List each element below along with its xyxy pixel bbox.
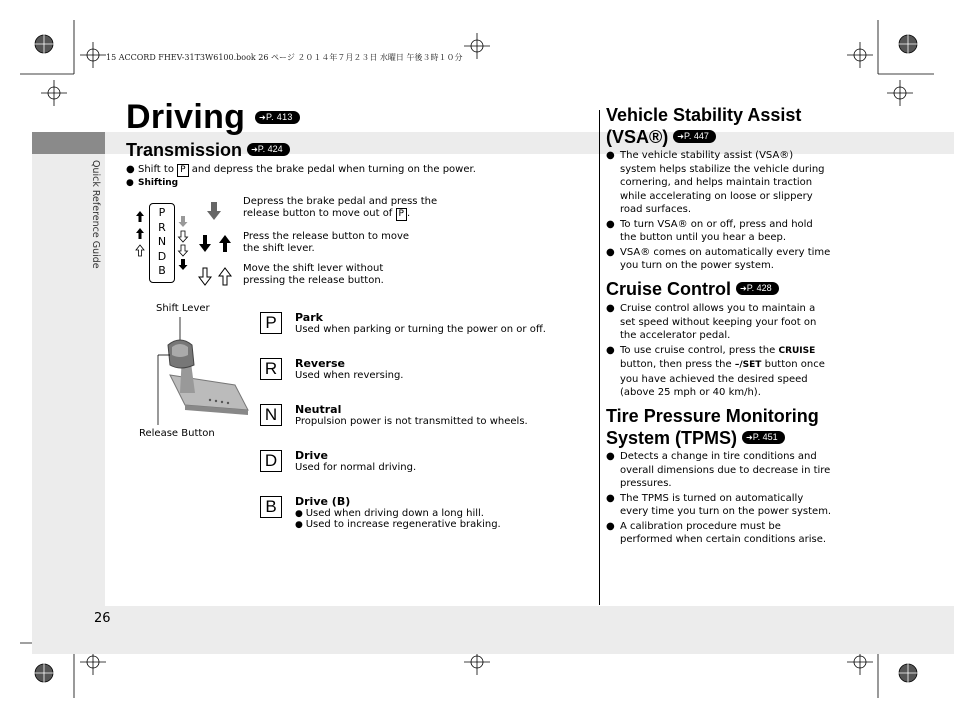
gear-name: Neutral <box>295 403 342 416</box>
gear-item <box>295 357 403 381</box>
instruction-1: Depress the brake pedal and press the release button to move out of P . <box>243 196 438 219</box>
list-item: ● The vehicle stability assist (VSA®) system helps stabilize the vehicle during cornering, and helps maintain traction while accelerating on loose or slippery road surfaces. <box>606 150 825 215</box>
vsa-heading: Vehicle Stability Assist (VSA®) ➜P. 447 <box>606 105 802 147</box>
gear-description: Used when parking or turning the power on or off. <box>295 324 546 335</box>
gear-d-icon: D <box>260 450 282 472</box>
cruise-list <box>606 302 832 400</box>
gate-letter: P <box>158 206 166 219</box>
gear-item <box>295 311 546 335</box>
instruction-2: Press the release button to move the shift lever. <box>243 231 410 254</box>
transmission-heading: Transmission ➜P. 424 <box>126 140 290 161</box>
vsa-ref-link[interactable]: ➜P. 447 <box>673 130 716 143</box>
gear-b-icon: B <box>260 496 282 518</box>
gear-bullet: ● Used to increase regenerative braking. <box>295 519 501 530</box>
list-item: ● A calibration procedure must be performed when certain conditions arise. <box>606 520 827 545</box>
shift-lever-illustration <box>140 315 255 425</box>
print-header: 15 ACCORD FHEV-31T3W6100.book 26 ページ ２０１４年７月２３日 水曜日 午後３時１０分 <box>106 53 463 62</box>
gear-name: Park <box>295 311 323 324</box>
arrow-icon: ➜ <box>677 131 684 141</box>
transmission-bullet-2: ● Shifting <box>126 178 179 188</box>
sidebar-tab <box>32 132 105 154</box>
gear-name: Drive <box>295 449 328 462</box>
gear-r-icon: R <box>260 358 282 380</box>
gear-p-icon: P <box>260 312 282 334</box>
gate-letter: D <box>157 249 167 263</box>
gate-arrows <box>132 210 202 280</box>
gear-n-icon: N <box>260 404 282 426</box>
vsa-list <box>606 149 832 273</box>
gear-description: Propulsion power is not transmitted to wheels. <box>295 416 528 427</box>
list-item: ● To turn VSA® on or off, press and hold the button until you hear a beep. <box>606 218 813 243</box>
gate-letter: N <box>157 235 167 248</box>
gear-description: Used for normal driving. <box>295 462 417 473</box>
shift-lever-label: Shift Lever <box>156 303 210 314</box>
sidebar-label: Quick Reference Guide <box>90 160 101 269</box>
arrow-icon: ➜ <box>258 112 266 122</box>
cruise-ref-link[interactable]: ➜P. 428 <box>736 282 779 295</box>
list-item: ● Detects a change in tire conditions and overall dimensions due to decrease in tire pressures. <box>606 451 831 489</box>
transmission-ref-link[interactable]: ➜P. 424 <box>247 143 290 156</box>
tpms-heading: Tire Pressure Monitoring System (TPMS) ➜P. 451 <box>606 406 819 448</box>
gear-p-box: P <box>177 164 188 177</box>
gear-item <box>295 495 501 530</box>
tpms-ref-link[interactable]: ➜P. 451 <box>742 431 785 444</box>
gear-item <box>295 449 416 473</box>
release-button-label: Release Button <box>139 428 215 439</box>
cruise-heading: Cruise Control ➜P. 428 <box>606 279 779 300</box>
gear-item <box>295 403 528 427</box>
page-title-text: Driving <box>126 98 246 136</box>
gate-letter: R <box>158 220 166 234</box>
list-item: ● The TPMS is turned on automatically every time you turn on the power system. <box>606 492 832 517</box>
instruction-3: Move the shift lever without pressing the release button. <box>243 263 384 286</box>
column-divider <box>599 110 600 605</box>
gear-name: Drive (B) <box>295 495 351 508</box>
gate-letter: B <box>158 264 166 277</box>
gear-description: Used when reversing. <box>295 370 404 381</box>
transmission-bullet-1: ● Shift to P and depress the brake pedal when turning on the power. <box>126 164 476 175</box>
page-number: 26 <box>94 611 111 626</box>
tpms-list <box>606 450 832 547</box>
list-item: ● To use cruise control, press the CRUISE button, then press the –/SET button once you have achieved the desired speed (above 25 mph or 40 km/h). <box>606 344 825 398</box>
gear-bullet: ● Used when driving down a long hill. <box>295 508 484 519</box>
page-title <box>126 98 300 137</box>
list-item: ● VSA® comes on automatically every time you turn on the power system. <box>606 246 831 271</box>
list-item: ● Cruise control allows you to maintain a set speed without keeping your foot on the accelerator pedal. <box>606 303 817 341</box>
instruction-arrows <box>196 200 236 295</box>
gear-name: Reverse <box>295 357 345 370</box>
page-ref-link[interactable]: ➜P. 413 <box>255 111 300 124</box>
arrow-icon: ➜ <box>740 283 747 293</box>
arrow-icon: ➜ <box>251 144 258 154</box>
arrow-icon: ➜ <box>746 432 753 442</box>
